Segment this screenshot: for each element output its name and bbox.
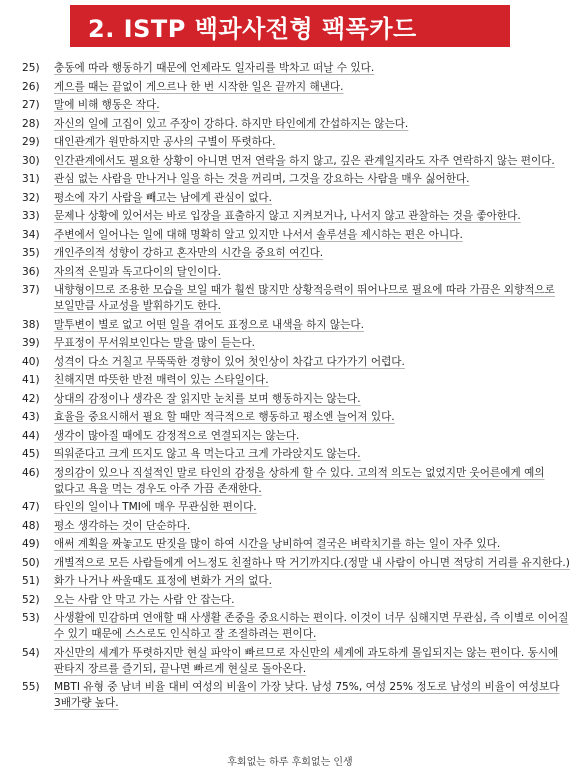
list-item	[22, 190, 570, 206]
item-number: 30)	[22, 154, 40, 167]
item-number: 33)	[22, 210, 40, 222]
item-number: 35)	[22, 247, 40, 259]
item-number: 38)	[22, 318, 40, 331]
item-number: 45)	[22, 448, 40, 460]
item-text: 대인관계가 원만하지만 공사의 구별이 뚜렷하다.	[54, 136, 276, 148]
item-number: 54)	[22, 646, 40, 659]
item-text: 무표정이 무서워보인다는 말을 많이 듣는다.	[54, 337, 256, 349]
item-number: 53)	[22, 612, 40, 624]
item-number: 37)	[22, 284, 40, 296]
list-item	[22, 245, 570, 261]
item-text: 말에 비해 행동은 작다.	[54, 99, 160, 111]
list-item	[22, 499, 570, 515]
item-number: 43)	[22, 411, 40, 423]
item-text: 주변에서 일어나는 일에 대해 명확히 알고 있지만 나서서 솔루션을 제시하는 편은 아니다.	[54, 228, 463, 241]
item-text: 평소 생각하는 것이 단순하다.	[54, 519, 191, 532]
item-number: 48)	[22, 519, 40, 532]
list-item	[22, 208, 570, 224]
item-number: 46)	[22, 466, 40, 479]
title-banner	[70, 5, 510, 47]
item-number: 40)	[22, 355, 40, 368]
list-item	[22, 317, 570, 333]
list-item	[22, 153, 570, 169]
item-number: 39)	[22, 337, 40, 349]
item-text: 성격이 다소 거칠고 무뚝뚝한 경향이 있어 첫인상이 차갑고 다가가기 어렵다.	[54, 355, 405, 368]
item-text: 말투변이 별로 없고 어떤 일을 겪어도 표정으로 내색을 하지 않는다.	[54, 318, 364, 331]
page-title: 2. ISTP 백과사전형 팩폭카드	[88, 14, 417, 43]
item-text: 타인의 일이나 TMI에 매우 무관심한 편이다.	[54, 501, 257, 513]
list-item	[22, 428, 570, 444]
list-item	[22, 409, 570, 425]
list-item	[22, 518, 570, 534]
item-text: 자신의 일에 고집이 있고 주장이 강하다. 하지만 타인에게 간섭하지는 않는다.	[54, 117, 409, 130]
list-item	[22, 446, 570, 462]
item-number: 51)	[22, 575, 40, 587]
item-text: 내향형이므로 조용한 모습을 보일 때가 훨씬 많지만 상황적응력이 뛰어나므로 필요에 따라 가끔은 외향적으로 보일만큼 사교성을 발휘하기도 한다.	[54, 284, 555, 312]
item-number: 26)	[22, 80, 40, 93]
list-item	[22, 610, 570, 642]
item-text: 띄워준다고 크게 뜨지도 않고 욕 먹는다고 크게 가라앉지도 않는다.	[54, 448, 361, 460]
list-item	[22, 171, 570, 187]
list-item	[22, 536, 570, 552]
item-text: 상대의 감정이나 생각은 잘 읽지만 눈치를 보며 행동하지는 않는다.	[54, 392, 361, 405]
item-text: 개인주의적 성향이 강하고 혼자만의 시간을 중요히 여긴다.	[54, 247, 324, 259]
list-item	[22, 372, 570, 388]
item-number: 55)	[22, 681, 40, 693]
list-item	[22, 60, 570, 76]
list-item	[22, 116, 570, 132]
list-item	[22, 97, 570, 113]
list-item	[22, 134, 570, 150]
item-text: 사생활에 민감하며 연애할 때 사생활 존중을 중요시하는 편이다. 이것이 너무 심해지면 무관심, 즉 이별로 이어질 수 있기 때문에 스스로도 인식하고 잘 조절하려는 편이다.	[54, 612, 569, 640]
item-text: 자신만의 세계가 뚜렷하지만 현실 파악이 빠르므로 자신만의 세계에 과도하게 몰입되지는 않는 편이다. 동시에 판타지 장르를 즐기되, 끝나면 빠르게 현실로 돌아온다.	[54, 646, 559, 675]
list-item	[22, 335, 570, 351]
list-item	[22, 645, 570, 677]
item-text: MBTI 유형 중 남녀 비율 대비 여성의 비율이 가장 낮다. 남성 75%, 여성 25% 정도로 남성의 비율이 여성보다 3배가량 높다.	[54, 681, 560, 709]
item-text: 평소에 자기 사람을 빼고는 남에게 관심이 없다.	[54, 191, 273, 204]
list-item	[22, 391, 570, 407]
list-item	[22, 679, 570, 711]
item-text: 생각이 많아질 때에도 감정적으로 연결되지는 않는다.	[54, 429, 300, 442]
list-item	[22, 282, 570, 314]
item-number: 34)	[22, 228, 40, 241]
list-item	[22, 592, 570, 608]
item-text: 문제나 상황에 있어서는 바로 입장을 표출하지 않고 지켜보거나, 나서지 않고 관찰하는 것을 좋아한다.	[54, 210, 521, 222]
item-number: 41)	[22, 374, 40, 386]
item-number: 31)	[22, 173, 40, 185]
item-number: 28)	[22, 117, 40, 130]
item-text: 오는 사람 안 막고 가는 사람 안 잡는다.	[54, 593, 235, 606]
item-number: 27)	[22, 99, 40, 111]
item-number: 44)	[22, 429, 40, 442]
list-item	[22, 555, 570, 571]
item-text: 자의적 은밀과 독고다이의 달인이다.	[54, 265, 221, 278]
list-item	[22, 79, 570, 95]
footer-caption: 후회없는 하루 후회없는 인생	[227, 757, 353, 768]
item-text: 게으를 때는 끝없이 게으르나 한 번 시작한 일은 끝까지 해낸다.	[54, 80, 344, 93]
item-text: 화가 나거나 싸울때도 표정에 변화가 거의 없다.	[54, 575, 273, 587]
item-number: 42)	[22, 392, 40, 405]
list-item	[22, 573, 570, 589]
item-text: 개별적으로 모든 사람들에게 어느정도 친절하나 딱 거기까지다.(정말 내 사람이 아니면 적당히 거리를 유지한다.)	[54, 556, 570, 569]
list-item	[22, 264, 570, 280]
list-item	[22, 465, 570, 497]
item-number: 49)	[22, 538, 40, 550]
item-number: 29)	[22, 136, 40, 148]
item-text: 애써 계획을 짜놓고도 딴짓을 많이 하여 시간을 낭비하여 결국은 벼락치기를 하는 일이 자주 있다.	[54, 538, 501, 550]
item-number: 32)	[22, 191, 40, 204]
item-text: 인간관계에서도 필요한 상황이 아니면 먼저 연락을 하지 않고, 깊은 관계일지라도 자주 연락하지 않는 편이다.	[54, 154, 555, 167]
item-text: 정의감이 있으나 직설적인 말로 타인의 감정을 상하게 할 수 있다. 고의적 의도는 없었지만 웃어른에게 예의 없다고 욕을 먹는 경우도 아주 가끔 존재한다.	[54, 466, 545, 495]
item-number: 47)	[22, 501, 40, 513]
item-number: 52)	[22, 593, 40, 606]
item-number: 25)	[22, 62, 40, 74]
item-list	[22, 60, 570, 714]
list-item	[22, 227, 570, 243]
item-number: 36)	[22, 265, 40, 278]
list-item	[22, 354, 570, 370]
item-text: 관심 없는 사람을 만나거나 일을 하는 것을 꺼리며, 그것을 강요하는 사람을 매우 싫어한다.	[54, 173, 470, 185]
item-text: 친해지면 따뜻한 반전 매력이 있는 스타일이다.	[54, 374, 269, 386]
item-text: 효율을 중요시해서 필요 할 때만 적극적으로 행동하고 평소엔 늘어져 있다.	[54, 411, 395, 423]
item-text: 충동에 따라 행동하기 때문에 언제라도 일자리를 박차고 떠날 수 있다.	[54, 62, 375, 74]
item-number: 50)	[22, 556, 40, 569]
